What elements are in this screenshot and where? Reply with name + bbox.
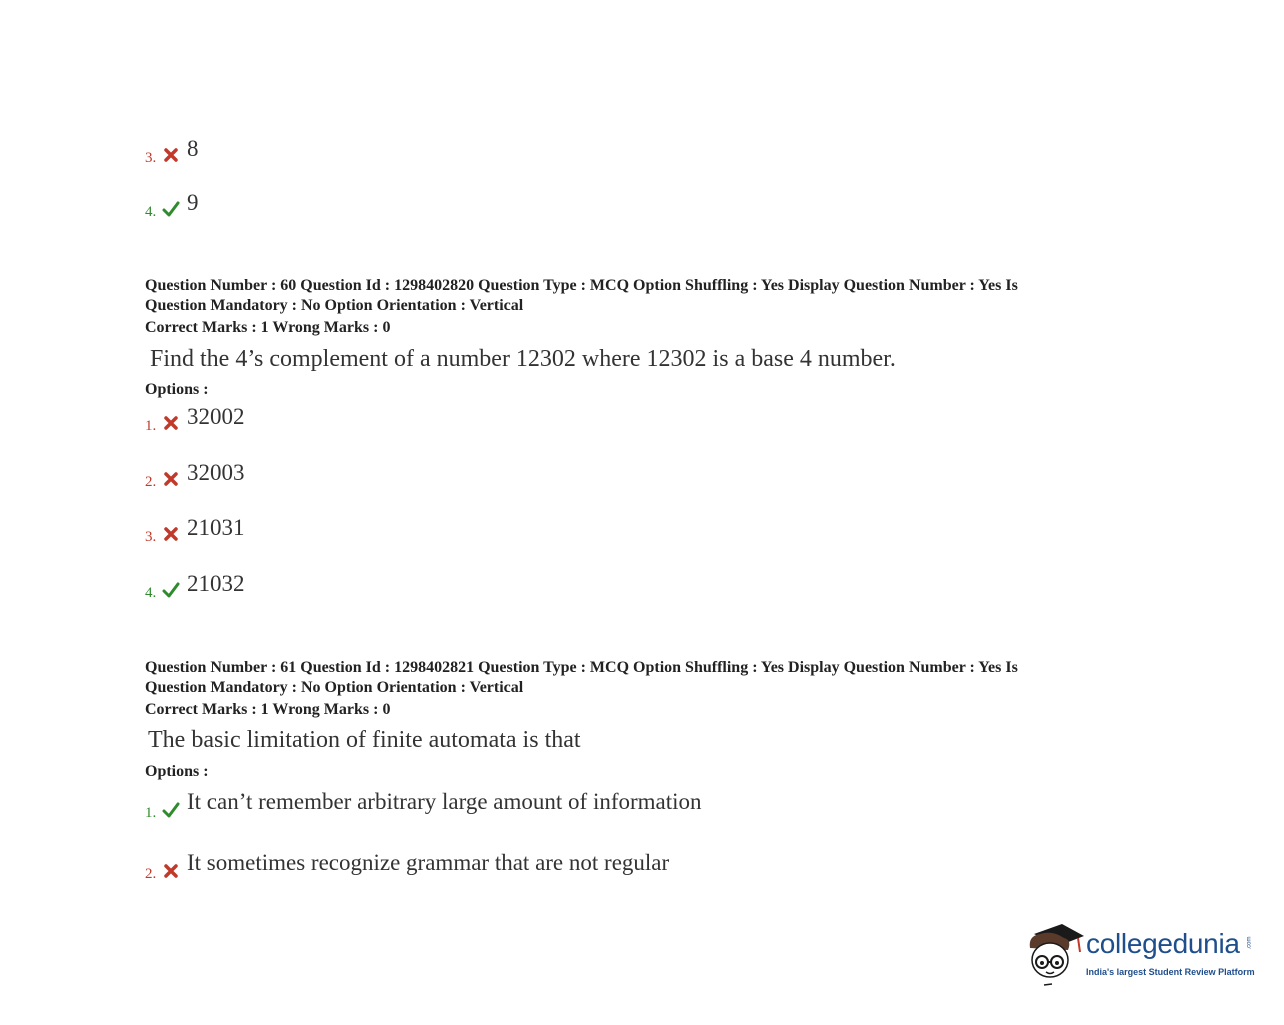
cross-icon	[162, 146, 180, 164]
option-number: 2.	[145, 866, 157, 882]
option-value: 9	[187, 190, 199, 215]
cross-icon	[162, 862, 180, 880]
question-marks: Correct Marks : 1 Wrong Marks : 0	[145, 701, 391, 718]
question-meta-line: Question Number : 61 Question Id : 1298402821 Question Type : MCQ Option Shuffling : Yes Display Question Number : Yes Is	[145, 659, 1018, 676]
option-value: 32003	[187, 460, 245, 485]
option-value: 32002	[187, 404, 245, 429]
question-meta-line: Question Mandatory : No Option Orientation : Vertical	[145, 297, 524, 314]
option-number: 1.	[145, 805, 157, 821]
question-meta	[145, 276, 1105, 316]
cross-icon	[162, 470, 180, 488]
question-text: Find the 4’s complement of a number 12302 where 12302 is a base 4 number.	[150, 346, 896, 372]
option-number: 1.	[145, 418, 157, 434]
option-value: It can’t remember arbitrary large amount of information	[187, 789, 702, 814]
cross-icon	[162, 525, 180, 543]
cross-icon	[162, 414, 180, 432]
option-value: 21031	[187, 515, 245, 540]
option-number: 4.	[145, 585, 157, 601]
option-value: 21032	[187, 571, 245, 596]
check-icon	[162, 581, 180, 599]
option-number: 2.	[145, 474, 157, 490]
question-text: The basic limitation of finite automata is that	[148, 727, 581, 753]
question-meta-line: Question Number : 60 Question Id : 1298402820 Question Type : MCQ Option Shuffling : Yes Display Question Number : Yes Is	[145, 277, 1018, 294]
question-marks: Correct Marks : 1 Wrong Marks : 0	[145, 319, 391, 336]
option-number: 4.	[145, 204, 157, 220]
options-label: Options :	[145, 763, 209, 780]
brand-domain: .com	[1246, 936, 1253, 950]
option-value: It sometimes recognize grammar that are not regular	[187, 850, 670, 875]
option-number: 3.	[145, 150, 157, 166]
options-label: Options :	[145, 381, 209, 398]
brand-tagline: India's largest Student Review Platform	[1086, 967, 1255, 977]
option-number: 3.	[145, 529, 157, 545]
question-meta	[145, 658, 1105, 698]
option-value: 8	[187, 136, 199, 161]
question-meta-line: Question Mandatory : No Option Orientation : Vertical	[145, 679, 524, 696]
check-icon	[162, 200, 180, 218]
collegedunia-logo	[1024, 918, 1264, 993]
check-icon	[162, 801, 180, 819]
brand-name: collegedunia	[1086, 928, 1240, 959]
mascot-icon	[1024, 918, 1086, 988]
